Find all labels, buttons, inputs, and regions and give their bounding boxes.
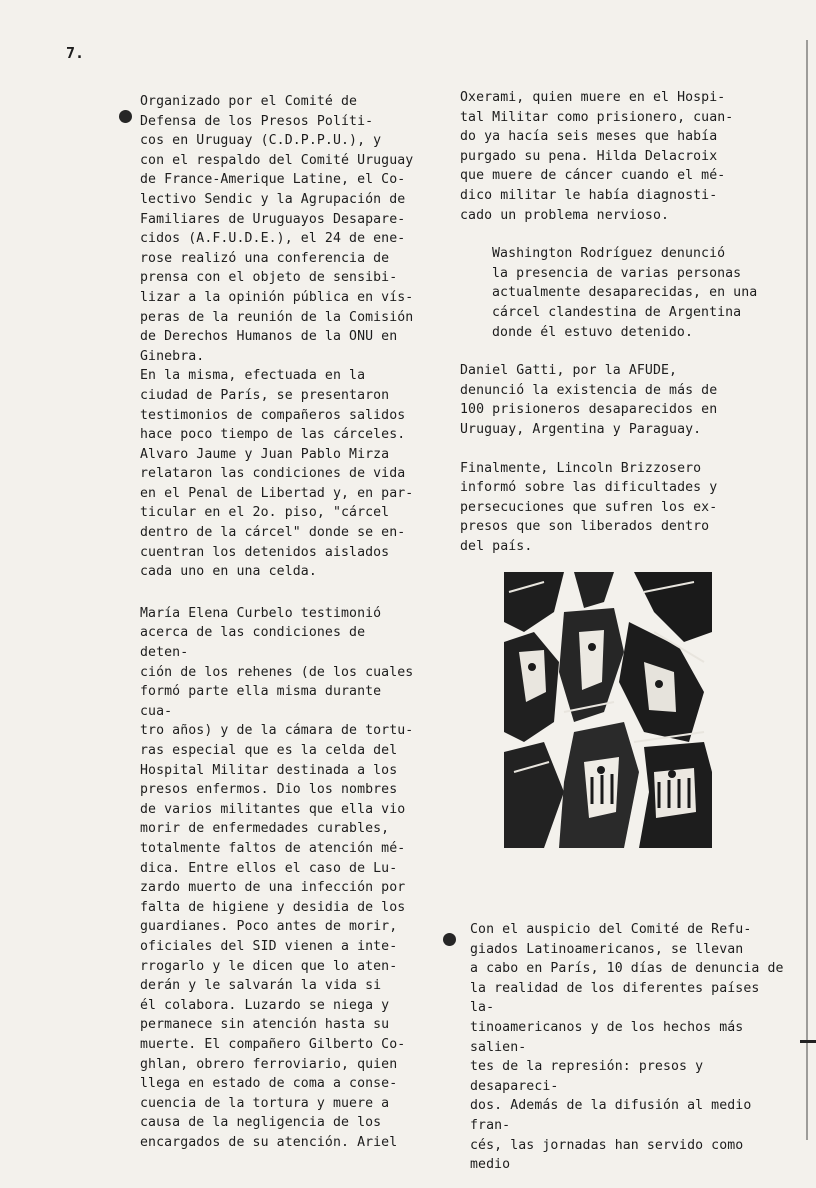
paragraph-refugees: Con el auspicio del Comité de Refu- giados Latinoamericanos, se llevan a cabo en París, 10 días de denuncia de la realidad de los diferentes países la- tinoamericanos y de los hechos más salien- tes de la represión: presos y desapareci- dos. Además de la difusión al medio fran- cés, las jornadas han servido como medio — [470, 922, 784, 1173]
paragraph-gatti: Daniel Gatti, por la AFUDE, denunció la existencia de más de 100 prisioneros desaparecidos en Uruguay, Argentina y Paraguay. — [460, 363, 718, 437]
right-column — [460, 88, 765, 556]
page-number: 7. — [66, 44, 85, 62]
paragraph-curbelo: María Elena Curbelo testimonió acerca de las condiciones de deten- ción de los rehenes (de los cuales formó parte ella misma durante cua- tro años) y de la cámara de tortu- ras especial que es la celda del Hospital Militar destinada a los presos enfermos. Dio los nombres de varios militantes que ella vio morir de enfermedades curables, totalmente faltos de atención mé- dica. Entre ellos el caso de Lu- zardo muerto de una infección por falta de higiene y desidia de los guardianes. Poco antes de morir, oficiales del SID vienen a inte- rrogarlo y le dicen que lo aten- derán y le salvarán la vida si él colabora. Luzardo se niega y permanece sin atención hasta su muerte. El compañero Gilberto Co- ghlan, obrero ferroviario, quien llega en estado de coma a conse- cuencia de la tortura y muere a causa de la negligencia de los encargados de su atención. Ariel — [140, 605, 414, 1150]
paragraph-conference: Organizado por el Comité de Defensa de los Presos Políti- cos en Uruguay (C.D.P.P.U.), y con el respaldo del Comité Uruguay de France-Amerique Latine, el Co- lectivo Sendic y la Agrupación de Familiares de Uruguayos Desapare- cidos (A.F.U.D.E.), el 24 de ene- rose realizó una conferencia de prensa con el objeto de sensibi- lizar a la opinión pública en vís- peras de la reunión de la Comisión de Derechos Humanos de la ONU en Ginebra. — [140, 94, 414, 364]
paragraph-oxerami: Oxerami, quien muere en el Hospi- tal Militar como prisionero, cuan- do ya hacía seis meses que había purgado su pena. Hilda Delacroix que muere de cáncer cuando el mé- dico militar le había diagnosti- cado un problema nervioso. — [460, 90, 734, 223]
bottom-right-column — [440, 920, 790, 1175]
paragraph-rodriguez: Washington Rodríguez denunció la presencia de varias personas actualmente desaparecidas, en una cárcel clandestina de Argentina donde él estuvo detenido. — [492, 246, 758, 340]
paragraph-testimonies: En la misma, efectuada en la ciudad de París, se presentaron testimonios de compañeros salidos hace poco tiempo de las cárceles. Alvaro Jaume y Juan Pablo Mirza relataron las condiciones de vida en el Penal de Libertad y, en par- ticular en el 2o. piso, "cárcel dentro de la cárcel" donde se en- cuentran los detenidos aislados cada uno en una celda. — [140, 368, 414, 580]
left-column — [140, 92, 415, 1152]
page-edge-line — [806, 40, 808, 1140]
page-edge-mark — [800, 1040, 816, 1043]
bullet-icon — [119, 110, 132, 123]
woodcut-illustration — [504, 572, 712, 848]
paragraph-brizzosero: Finalmente, Lincoln Brizzosero informó sobre las dificultades y persecuciones que sufren los ex- presos que son liberados dentro del país. — [460, 460, 718, 554]
